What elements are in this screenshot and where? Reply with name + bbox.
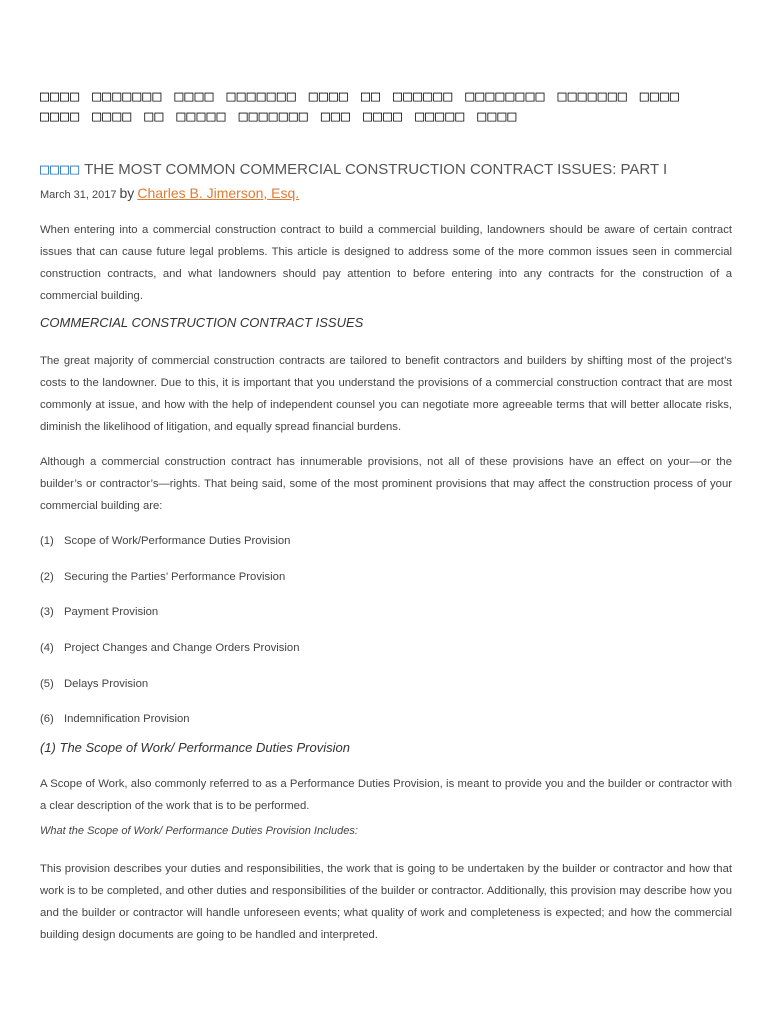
article-title-prefix: □□□□ (40, 160, 81, 178)
provision-list-item: (2) Securing the Parties’ Performance Provision (40, 571, 286, 583)
article-title (40, 159, 740, 180)
page-header-title: □□□□ □□□□□□□ □□□□ □□□□□□□ □□□□ □□ □□□□□□ □□□□□□□□ □□□□□□□ □□□□ □□□□ □□□□ □□ □□□□□ □□□□□□□ □□□ □□□□ □□□□□ □□□□ (40, 87, 680, 125)
provision-list-item: (6) Indemnification Provision (40, 713, 190, 725)
intro-paragraph: When entering into a commercial construction contract to build a commercial building, landowners should be aware of certain contract issues that can cause future legal problems. This article is designed to address some of the more common issues seen in commercial construction contracts, and what landowners should pay attention to before entering into any contracts for the construction of a commercial building. (40, 224, 732, 302)
provision-list-item: (1) Scope of Work/Performance Duties Provision (40, 535, 291, 547)
article-title-text: THE MOST COMMON COMMERCIAL CONSTRUCTION CONTRACT ISSUES: PART I (84, 161, 668, 178)
provision-list-item: (5) Delays Provision (40, 678, 149, 690)
although-paragraph: Although a commercial construction contract has innumerable provisions, not all of these provisions have an effect on your—or the builder’s or contractor’s—rights. That being said, some of the most prominent provisions that may affect the construction process of your commercial building are: (40, 456, 732, 512)
scope-subheading: (1) The Scope of Work/ Performance Duties Provision (40, 740, 350, 755)
provision-list-item: (3) Payment Provision (40, 606, 159, 618)
section-heading: COMMERCIAL CONSTRUCTION CONTRACT ISSUES (40, 315, 364, 330)
article-date: March 31, 2017 (40, 189, 117, 201)
provision-list-item: (4) Project Changes and Change Orders Provision (40, 642, 300, 654)
article-meta (40, 183, 299, 205)
scope-includes-heading: What the Scope of Work/ Performance Duties Provision Includes: (40, 825, 358, 837)
majority-paragraph: The great majority of commercial construction contracts are tailored to benefit contractors and builders by shifting most of the project’s costs to the landowner. Due to this, it is important that you understand the provisions of a commercial construction contract that are most commonly at issue, and how with the help of independent counsel you can negotiate more agreeable terms that will better allocate risks, diminish the likelihood of litigation, and equally spread financial burdens. (40, 355, 732, 433)
byline-label: by (119, 185, 135, 201)
scope-paragraph: A Scope of Work, also commonly referred to as a Performance Duties Provision, is meant to provide you and the builder or contractor with a clear description of the work that is to be performed. (40, 778, 732, 812)
describes-paragraph: This provision describes your duties and responsibilities, the work that is going to be undertaken by the builder or contractor and how that work is to be completed, and other duties and responsibilities of the builder or contractor. Additionally, this provision may describe how you and the builder or contractor will handle unforeseen events; what quality of work and completeness is expected; and how the commercial building design documents are going to be handled and interpreted. (40, 863, 732, 941)
author-link[interactable]: Charles B. Jimerson, Esq. (137, 185, 300, 201)
